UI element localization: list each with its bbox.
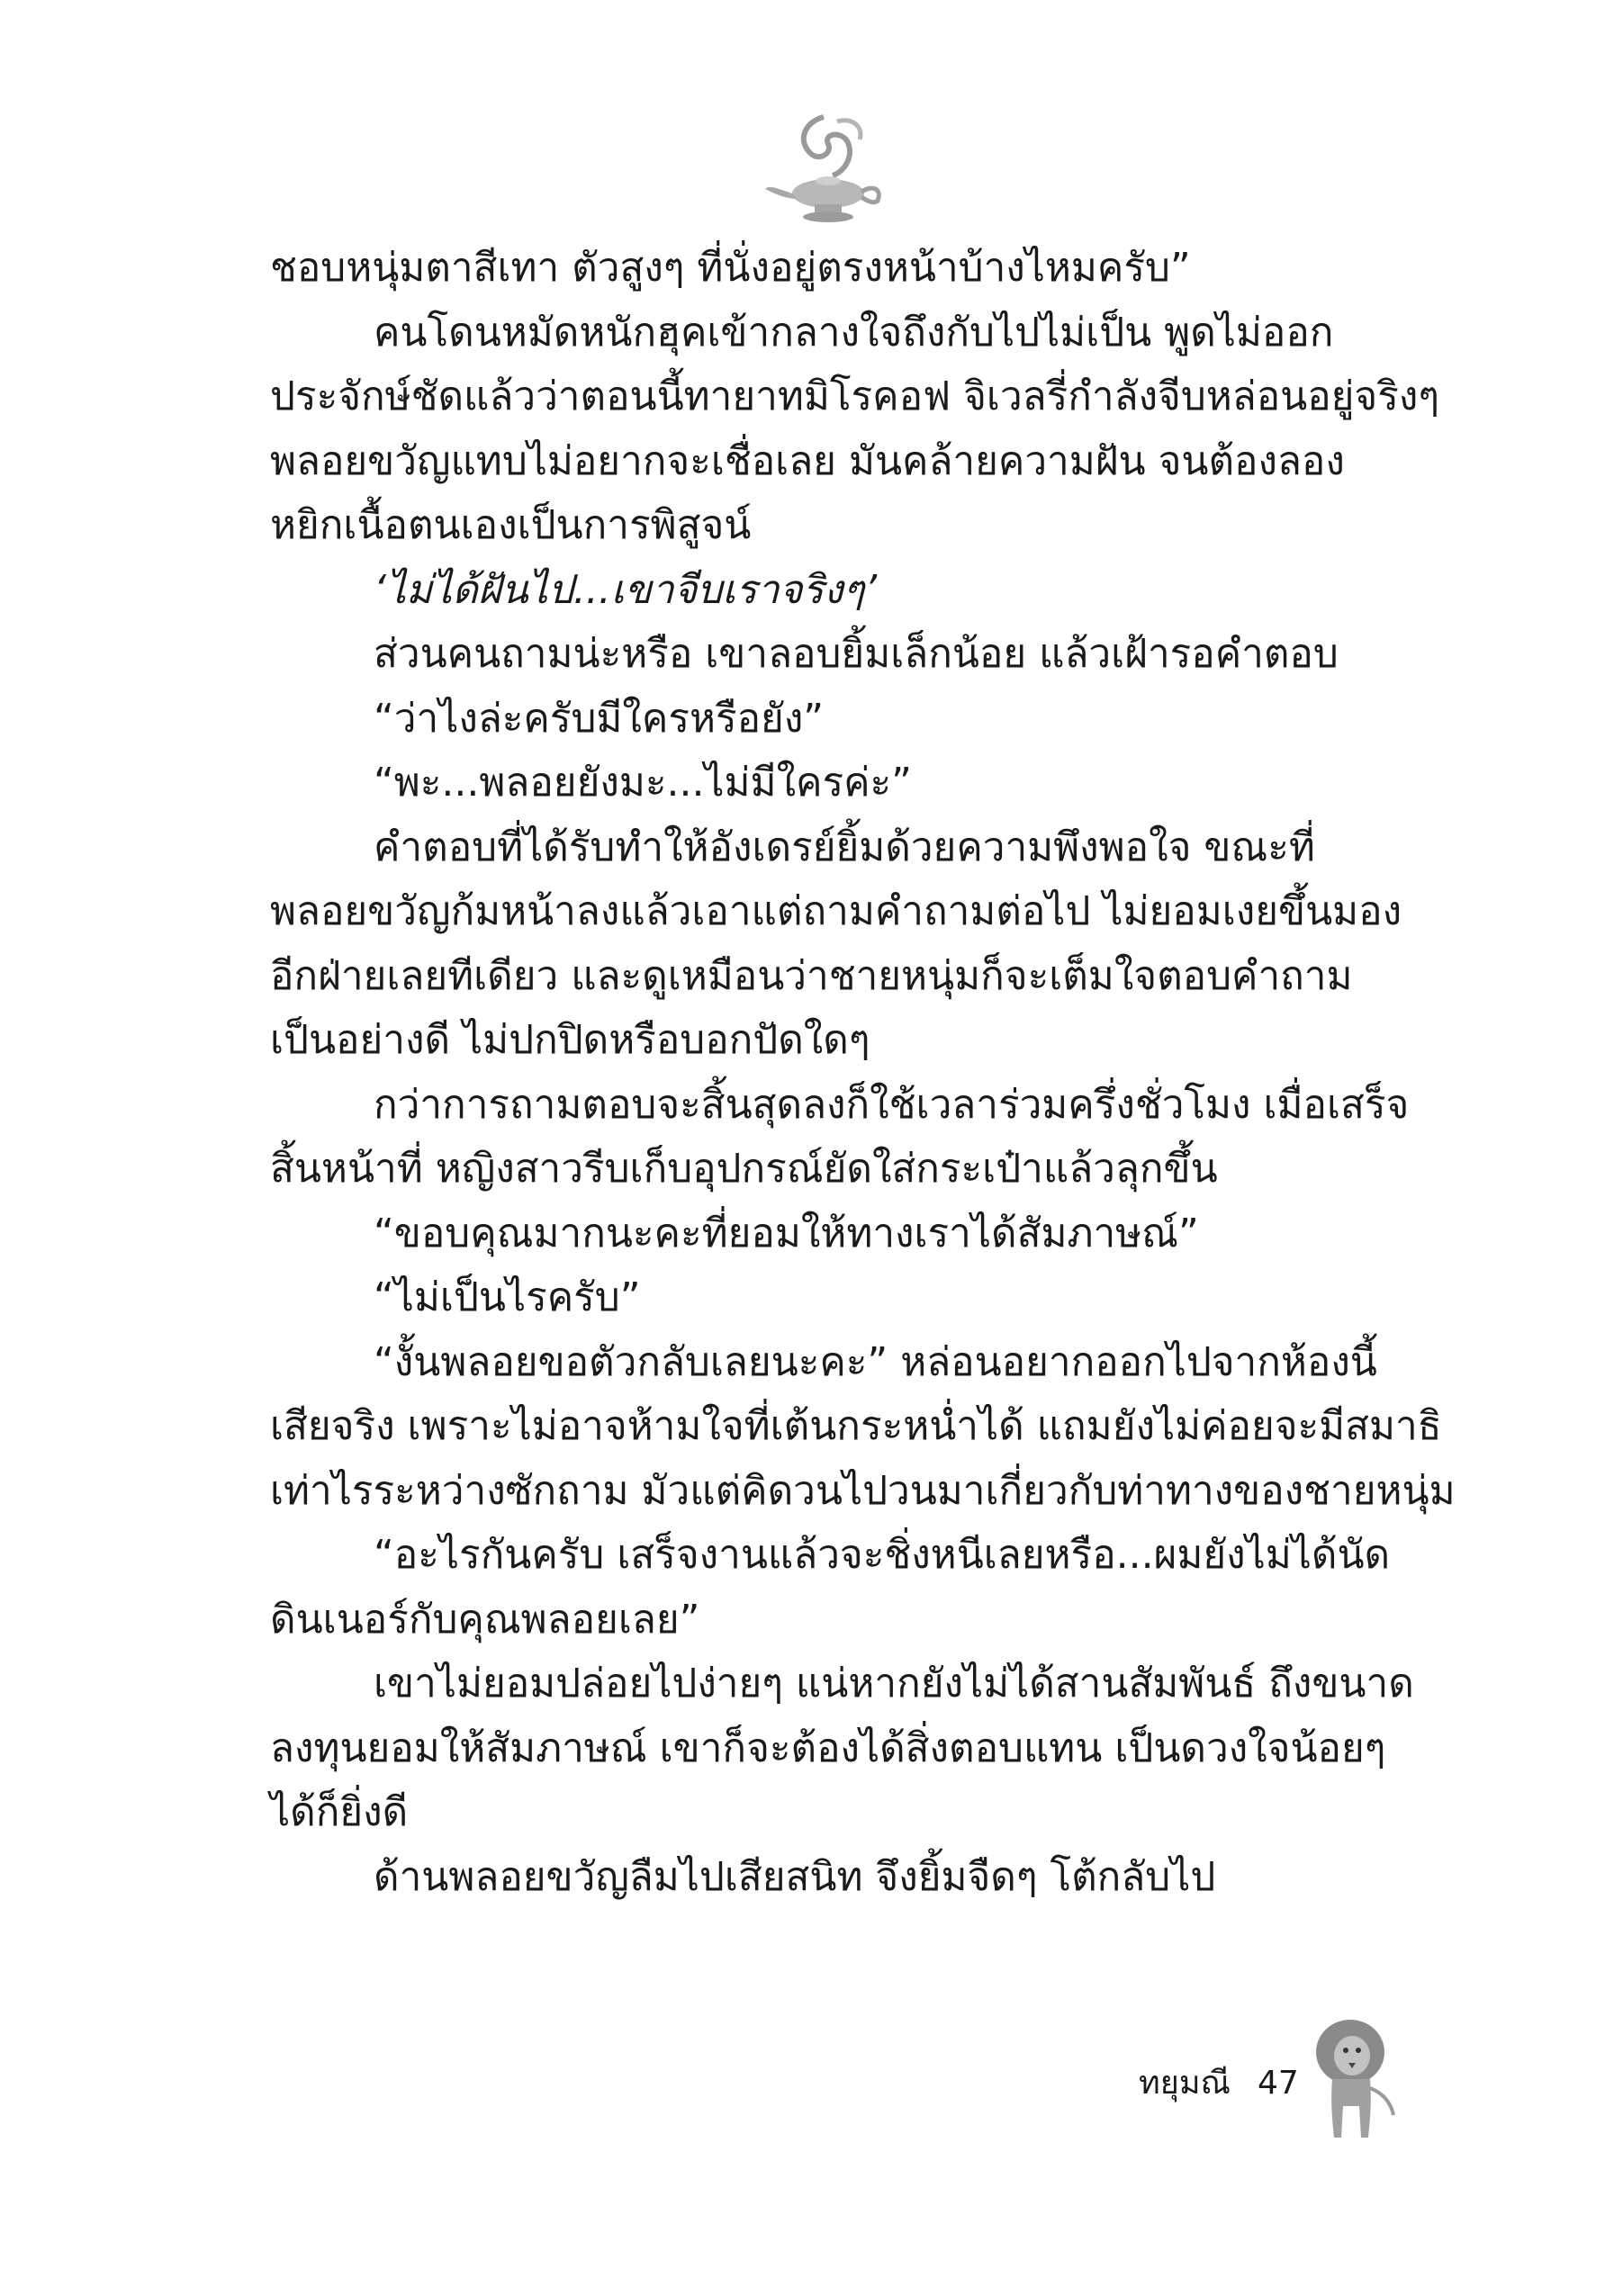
text-line: สิ้นหน้าที่ หญิงสาวรีบเก็บอุปกรณ์ยัดใส่กระเป๋าแล้วลุกขึ้น bbox=[270, 1146, 1218, 1192]
text-line: เขาไม่ยอมปล่อยไปง่ายๆ แน่หากยังไม่ได้สานสัมพันธ์ ถึงขนาด bbox=[374, 1661, 1414, 1706]
text-line: “ว่าไงล่ะครับมีใครหรือยัง” bbox=[374, 695, 825, 742]
text-line: คนโดนหมัดหนักฮุคเข้ากลางใจถึงกับไปไม่เป็น พูดไม่ออก bbox=[374, 309, 1334, 356]
author-name: ทยุมณี bbox=[1139, 2065, 1231, 2102]
text-line: หยิกเนื้อตนเองเป็นการพิสูจน์ bbox=[270, 502, 752, 548]
text-line: พลอยขวัญก้มหน้าลงแล้วเอาแต่ถามคำถามต่อไป ไม่ยอมเงยขึ้นมอง bbox=[270, 888, 1402, 934]
text-line: เท่าไรระหว่างซักถาม มัวแต่คิดวนไปวนมาเกี่ยวกับท่าทางของชายหนุ่ม bbox=[270, 1467, 1456, 1514]
text-line: “ขอบคุณมากนะคะที่ยอมให้ทางเราได้สัมภาษณ์” bbox=[374, 1210, 1199, 1256]
text-line: เสียจริง เพราะไม่อาจห้ามใจที่เต้นกระหน่ำได้ แถมยังไม่ค่อยจะมีสมาธิ bbox=[270, 1403, 1442, 1449]
text-line: ลงทุนยอมให้สัมภาษณ์ เขาก็จะต้องได้สิ่งตอบแทน เป็นดวงใจน้อยๆ bbox=[270, 1724, 1386, 1771]
text-line: ส่วนคนถามน่ะหรือ เขาลอบยิ้มเล็กน้อย แล้วเฝ้ารอคำตอบ bbox=[374, 631, 1339, 677]
page-number: 47 bbox=[1257, 2065, 1299, 2102]
text-line: “อะไรกันครับ เสร็จงานแล้วจะชิ่งหนีเลยหรือ...ผมยังไม่ได้นัด bbox=[374, 1532, 1391, 1578]
text-line: อีกฝ่ายเลยทีเดียว และดูเหมือนว่าชายหนุ่มก็จะเต็มใจตอบคำถาม bbox=[270, 952, 1353, 999]
page-footer bbox=[1139, 2061, 1299, 2106]
lion-icon bbox=[1305, 2016, 1404, 2142]
text-line: “ไม่เป็นไรครับ” bbox=[374, 1274, 641, 1320]
text-line: ‘ไม่ได้ฝันไป...เขาจีบเราจริงๆ’ bbox=[374, 566, 878, 613]
text-line: ได้ก็ยิ่งดี bbox=[270, 1789, 409, 1835]
text-line: คำตอบที่ได้รับทำให้อังเดรย์ยิ้มด้วยความพึงพอใจ ขณะที่ bbox=[374, 824, 1315, 870]
text-line: พลอยขวัญแทบไม่อยากจะเชื่อเลย มันคล้ายความฝัน จนต้องลอง bbox=[270, 437, 1345, 484]
text-line: เป็นอย่างดี ไม่ปกปิดหรือบอกปัดใดๆ bbox=[270, 1017, 870, 1063]
genie-lamp-icon bbox=[761, 104, 896, 239]
text-line: “งั้นพลอยขอตัวกลับเลยนะคะ” หล่อนอยากออกไปจากห้องนี้ bbox=[374, 1338, 1377, 1385]
text-line: “พะ...พลอยยังมะ...ไม่มีใครค่ะ” bbox=[374, 760, 912, 806]
body-text bbox=[270, 236, 1456, 1909]
text-line: ชอบหนุ่มตาสีเทา ตัวสูงๆ ที่นั่งอยู่ตรงหน้าบ้างไหมครับ” bbox=[270, 245, 1191, 291]
text-line: ด้านพลอยขวัญลืมไปเสียสนิท จึงยิ้มจืดๆ โต้กลับไป bbox=[374, 1853, 1216, 1900]
text-line: ดินเนอร์กับคุณพลอยเลย” bbox=[270, 1596, 700, 1643]
text-line: กว่าการถามตอบจะสิ้นสุดลงก็ใช้เวลาร่วมครึ่งชั่วโมง เมื่อเสร็จ bbox=[374, 1081, 1410, 1128]
text-line: ประจักษ์ชัดแล้วว่าตอนนี้ทายาทมิโรคอฟ จิเวลรี่กำลังจีบหล่อนอยู่จริงๆ bbox=[270, 374, 1439, 419]
